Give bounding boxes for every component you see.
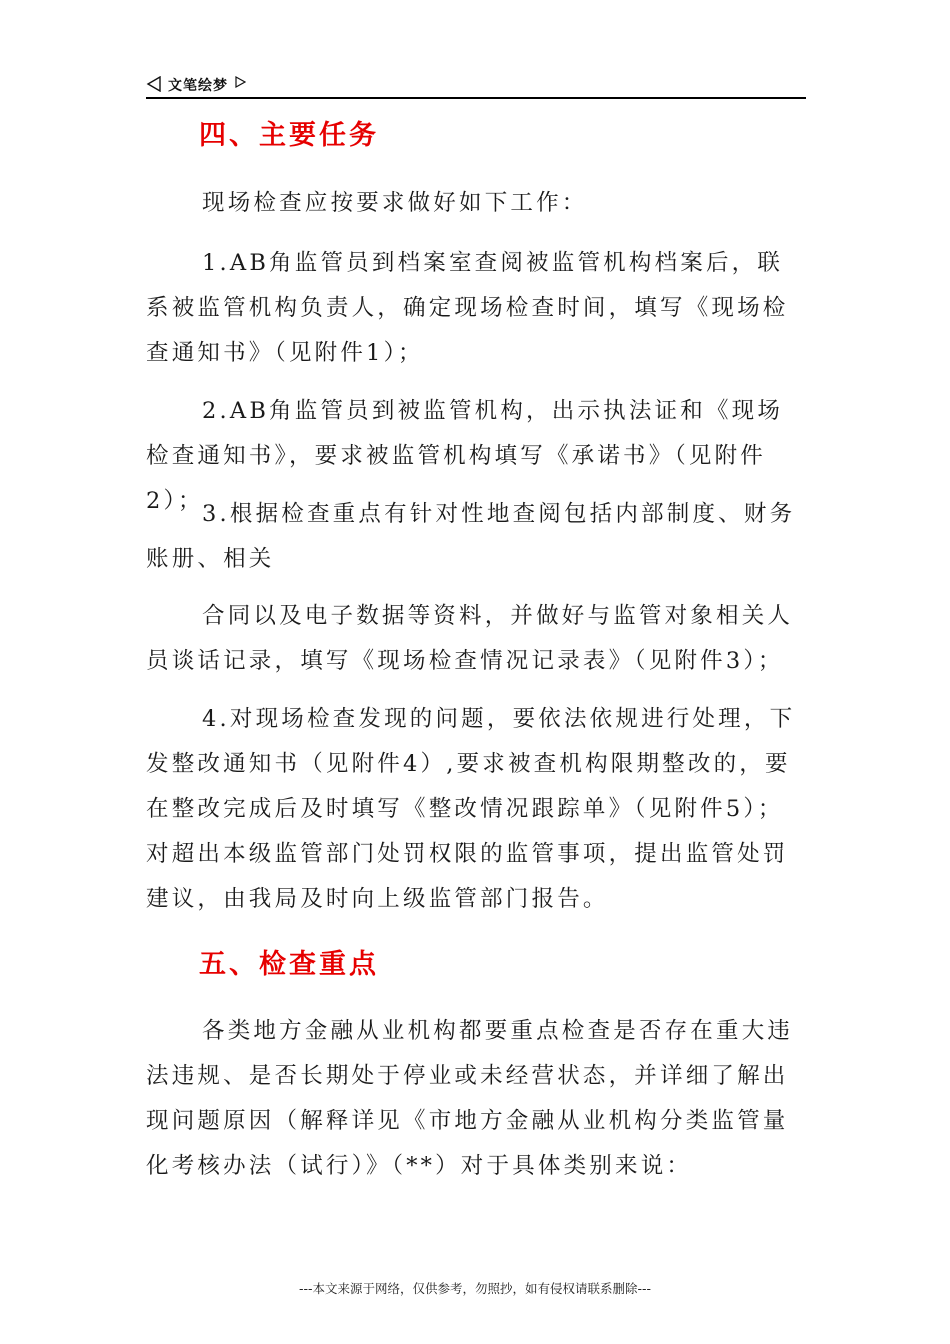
paragraph-intro: 现场检查应按要求做好如下工作： — [202, 190, 588, 216]
paragraph-item-3-continued: 合同以及电子数据等资料，并做好与监管对象相关人员谈话记录，填写《现场检查情况记录表》（见附件3）； — [146, 603, 794, 674]
section-heading-main-tasks: 四、主要任务 — [199, 120, 379, 151]
left-triangle-icon — [146, 76, 162, 92]
paragraph-item-2: 2.AB角监管员到被监管机构，出示执法证和《现场检查通知书》，要求被监管机构填写《承诺书》（见附件2）； — [146, 398, 784, 514]
section-heading-check-focus: 五、检查重点 — [199, 949, 379, 980]
paragraph-check-focus: 各类地方金融从业机构都要重点检查是否存在重大违法违规、是否长期处于停业或未经营状态，并详细了解出现问题原因（解释详见《市地方金融从业机构分类监管量化考核办法（试行）》（**）对于具体类别来说： — [146, 1018, 794, 1179]
paragraph-item-3: 3.根据检查重点有针对性地查阅包括内部制度、财务账册、相关 — [146, 501, 796, 572]
header-divider — [146, 97, 806, 99]
right-triangle-icon — [234, 76, 246, 88]
brand-name: 文笔绘梦 — [168, 78, 228, 94]
page-footer: ---本文来源于网络，仅供参考，勿照抄，如有侵权请联系删除--- — [298, 1281, 652, 1296]
paragraph-item-4: 4.对现场检查发现的问题，要依法依规进行处理，下发整改通知书（见附件4）,要求被查机构限期整改的，要在整改完成后及时填写《整改情况跟踪单》（见附件5）；对超出本级监管部门处罚权限的监管事项，提出监管处罚建议，由我局及时向上级监管部门报告。 — [146, 706, 796, 912]
paragraph-item-1: 1.AB角监管员到档案室查阅被监管机构档案后，联系被监管机构负责人，确定现场检查时间，填写《现场检查通知书》（见附件1）； — [146, 250, 789, 366]
page-header — [146, 72, 806, 98]
